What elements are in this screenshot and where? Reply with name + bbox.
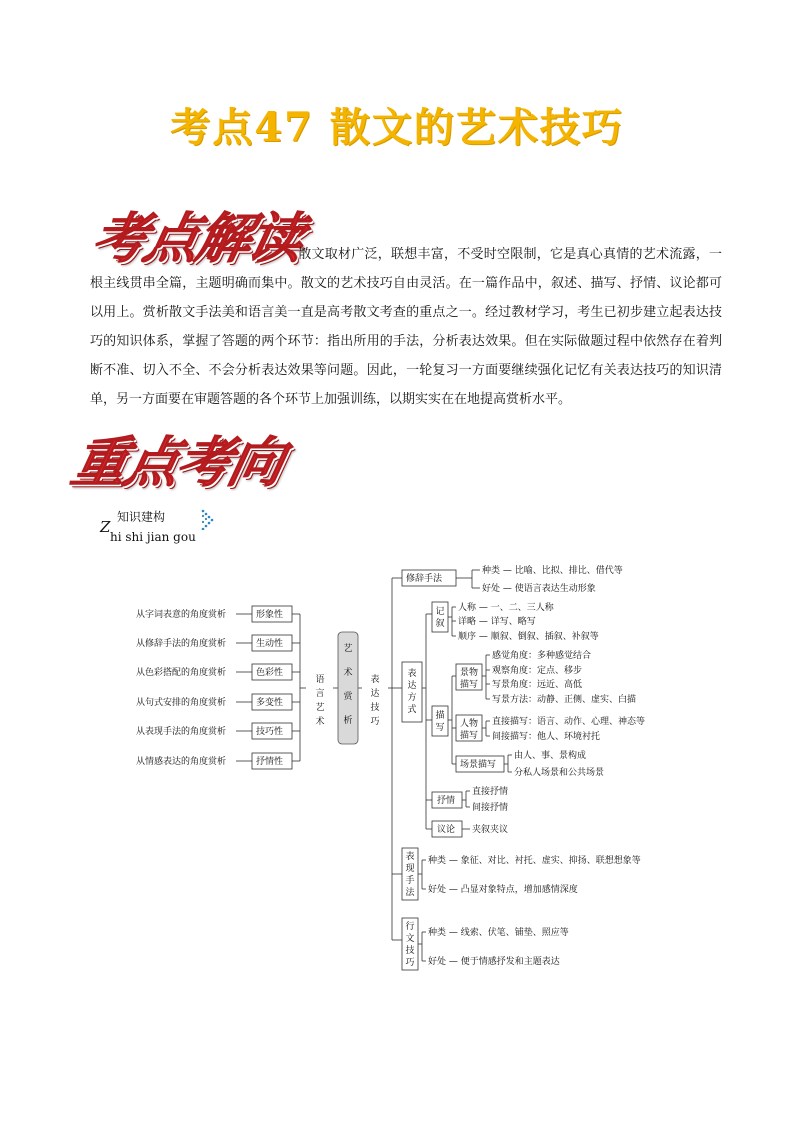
- discussion-item: 夹叙夹议: [472, 825, 509, 835]
- angle-text: 从表现手法的角度赏析: [136, 727, 227, 737]
- scenery-item: 感觉角度：多种感觉结合: [492, 651, 592, 661]
- expression-label: 表达方式: [407, 669, 417, 715]
- value-text: 色彩性: [256, 668, 284, 678]
- writing-benefit: 好处 — 便于情感抒发和主题表达: [428, 957, 560, 967]
- value-text: 形象性: [256, 610, 284, 620]
- lyric-item: 间接抒情: [472, 803, 509, 813]
- rhetoric-kinds: 种类 — 比喻、比拟、排比、借代等: [482, 566, 623, 576]
- lyric-label: 抒情: [437, 796, 456, 806]
- lyric-item: 直接抒情: [472, 787, 509, 797]
- value-text: 技巧性: [256, 727, 284, 737]
- character-item: 间接描写：他人、环境衬托: [492, 732, 601, 742]
- scene-item: 分私人场景和公共场景: [514, 768, 605, 778]
- angle-text: 从修辞手法的角度赏析: [136, 639, 227, 649]
- scenery-label: 景物描写: [459, 668, 479, 690]
- narration-item: 详略 — 详写、略写: [458, 617, 536, 627]
- angle-text: 从色彩搭配的角度赏析: [136, 668, 227, 678]
- character-label: 人物描写: [459, 719, 479, 741]
- page-title: 考点47 散文的艺术技巧: [170, 104, 624, 151]
- value-text: 多变性: [256, 698, 284, 708]
- technique-benefit: 好处 — 凸显对象特点，增加感情深度: [428, 885, 578, 895]
- writing-label: 行文技巧: [405, 922, 415, 968]
- description-label: 描写: [435, 711, 445, 733]
- kb-pinyin: hi shi jian gou: [110, 530, 196, 544]
- angle-text: 从字词表意的角度赏析: [136, 610, 227, 620]
- kb-z-letter: Z: [100, 518, 111, 536]
- angle-text: 从情感表达的角度赏析: [136, 757, 227, 767]
- discussion-label: 议论: [437, 825, 456, 835]
- kb-chinese: 知识建构: [117, 510, 166, 524]
- scenery-item: 写景方法：动静、正侧、虚实、白描: [492, 695, 637, 705]
- scene-label: 场景描写: [460, 760, 497, 770]
- section-heading-interpretation: 考点解读: [86, 207, 308, 270]
- character-item: 直接描写：语言、动作、心理、神态等: [492, 717, 646, 727]
- value-text: 生动性: [256, 639, 284, 649]
- value-text: 抒情性: [256, 757, 284, 767]
- angle-text: 从句式安排的角度赏析: [136, 698, 227, 708]
- technique-kinds: 种类 — 象征、对比、衬托、虚实、抑扬、联想想象等: [428, 856, 641, 866]
- intro-paragraph-text: 散文取材广泛，联想丰富，不受时空限制，它是真心真情的艺术流露，一根主线贯串全篇，主题明确而集中。散文的艺术技巧自由灵活。在一篇作品中，叙述、描写、抒情、议论都可以用上。赏析散文手法美和语言美一直是高考散文考查的重点之一。经过教材学习，考生已初步建立起表达技巧的知识体系，掌握了答题的两个环节：指出所用的手法，分析表达效果。但在实际做题过程中依然存在着判断不准、切入不全、不会分析表达效果等问题。因此，一轮复习一方面要继续强化记忆有关表达技巧的知识清单，另一方面要在审题答题的各个环节上加强训练，以期实实在在地提高赏析水平。: [90, 247, 722, 407]
- narration-item: 顺序 — 顺叙、倒叙、插叙、补叙等: [458, 632, 599, 642]
- rhetoric-benefit: 好处 — 使语言表达生动形象: [482, 584, 596, 594]
- left-branch-label: 语言艺术: [315, 675, 325, 727]
- technique-label: 表现手法: [405, 852, 415, 898]
- writing-kinds: 种类 — 线索、伏笔、铺垫、照应等: [428, 928, 569, 938]
- section-heading-key-directions: 重点考向: [66, 431, 288, 494]
- narration-label: 记叙: [435, 607, 445, 629]
- scenery-item: 写景角度：远近、高低: [492, 680, 583, 690]
- right-branch-label: 表达技巧: [370, 675, 380, 727]
- scenery-item: 观察角度：定点、移步: [492, 666, 583, 676]
- narration-item: 人称 — 一、二、三人称: [458, 603, 554, 613]
- root-label: 艺术赏析: [343, 644, 353, 726]
- rhetoric-label: 修辞手法: [406, 574, 443, 584]
- scene-item: 由人、事、景构成: [514, 751, 587, 761]
